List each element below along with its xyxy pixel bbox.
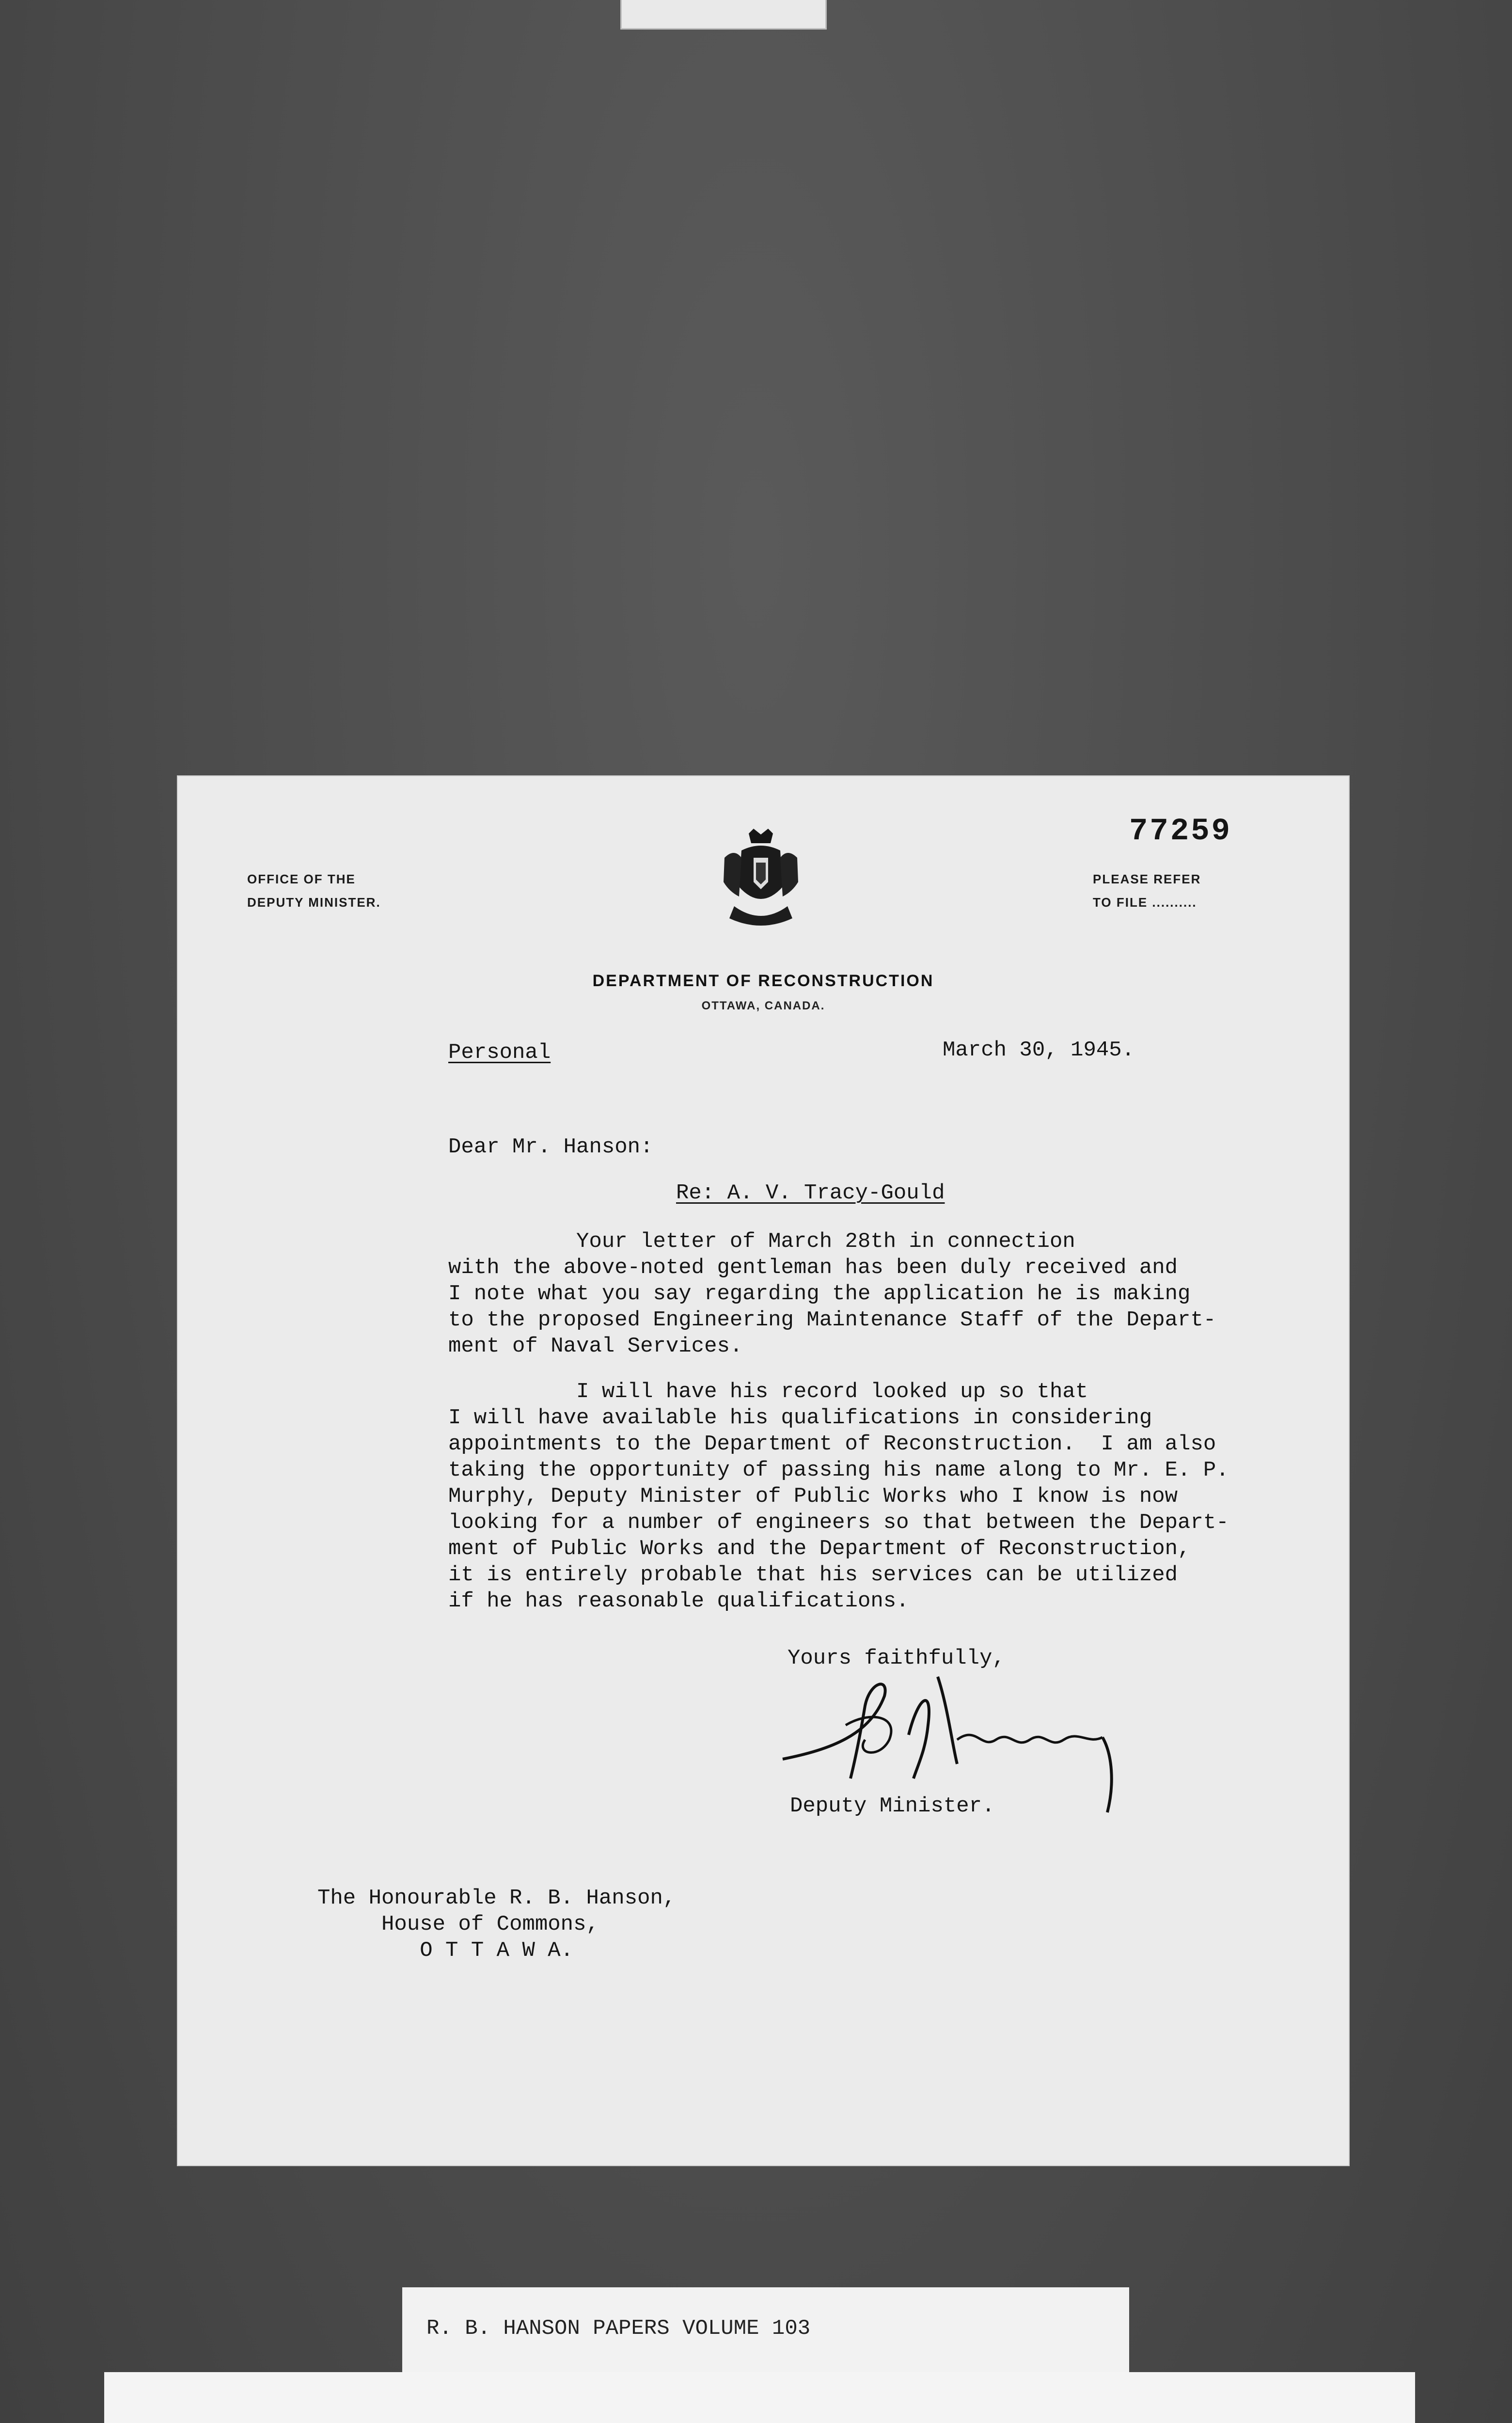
public-archives-card — [104, 2372, 1415, 2423]
refer-line-1: PLEASE REFER — [1093, 872, 1201, 886]
volume-label — [402, 2287, 1129, 2384]
coat-of-arms-icon — [715, 829, 807, 935]
paragraph-line: with the above-noted gentleman has been duly received and — [448, 1256, 1178, 1280]
department-city: OTTAWA, CANADA. — [701, 999, 825, 1012]
paragraph-line: it is entirely probable that his services can be utilized — [448, 1563, 1178, 1587]
department-name: DEPARTMENT OF RECONSTRUCTION — [592, 972, 934, 990]
letter-page — [177, 775, 1350, 2166]
paragraph-line: Your letter of March 28th in connection — [448, 1229, 1075, 1254]
paragraph-line: looking for a number of engineers so that between the Depart- — [448, 1510, 1229, 1535]
salutation: Dear Mr. Hanson: — [448, 1135, 653, 1159]
paragraph-line: Murphy, Deputy Minister of Public Works who I know is now — [448, 1484, 1178, 1509]
closing: Yours faithfully, — [788, 1646, 1005, 1670]
paragraph-line: to the proposed Engineering Maintenance Staff of the Depart- — [448, 1308, 1216, 1332]
refer-line-2: TO FILE .......... — [1093, 895, 1197, 910]
please-refer-block — [1093, 867, 1201, 914]
addressee-line: House of Commons, — [317, 1912, 599, 1936]
office-of-deputy-minister — [247, 867, 381, 914]
paragraph-line: appointments to the Department of Reconstruction. I am also — [448, 1432, 1216, 1456]
office-line-1: OFFICE OF THE — [247, 872, 356, 886]
paragraph-line: I will have available his qualifications in considering — [448, 1406, 1152, 1430]
letter-date: March 30, 1945. — [943, 1038, 1135, 1062]
paragraph-line: ment of Public Works and the Department of Reconstruction, — [448, 1537, 1191, 1561]
addressee-line: The Honourable R. B. Hanson, — [317, 1886, 676, 1910]
paragraph-1 — [448, 1228, 1216, 1359]
paragraph-line: I will have his record looked up so that — [448, 1380, 1088, 1404]
signature-title: Deputy Minister. — [790, 1794, 995, 1818]
personal-marking: Personal — [448, 1040, 551, 1065]
paragraph-2 — [448, 1379, 1229, 1614]
top-mounting-tab — [620, 0, 827, 30]
file-number: 77259 — [1129, 814, 1232, 849]
addressee-block — [317, 1885, 676, 1964]
paragraph-line: if he has reasonable qualifications. — [448, 1589, 909, 1613]
paragraph-line: I note what you say regarding the application he is making — [448, 1282, 1191, 1306]
paragraph-line: ment of Naval Services. — [448, 1334, 743, 1358]
subject-line: Re: A. V. Tracy-Gould — [676, 1181, 945, 1205]
office-line-2: DEPUTY MINISTER. — [247, 895, 381, 910]
addressee-line: O T T A W A. — [317, 1938, 574, 1963]
paragraph-line: taking the opportunity of passing his name along to Mr. E. P. — [448, 1458, 1229, 1482]
volume-label-text: R. B. HANSON PAPERS VOLUME 103 — [426, 2316, 811, 2341]
